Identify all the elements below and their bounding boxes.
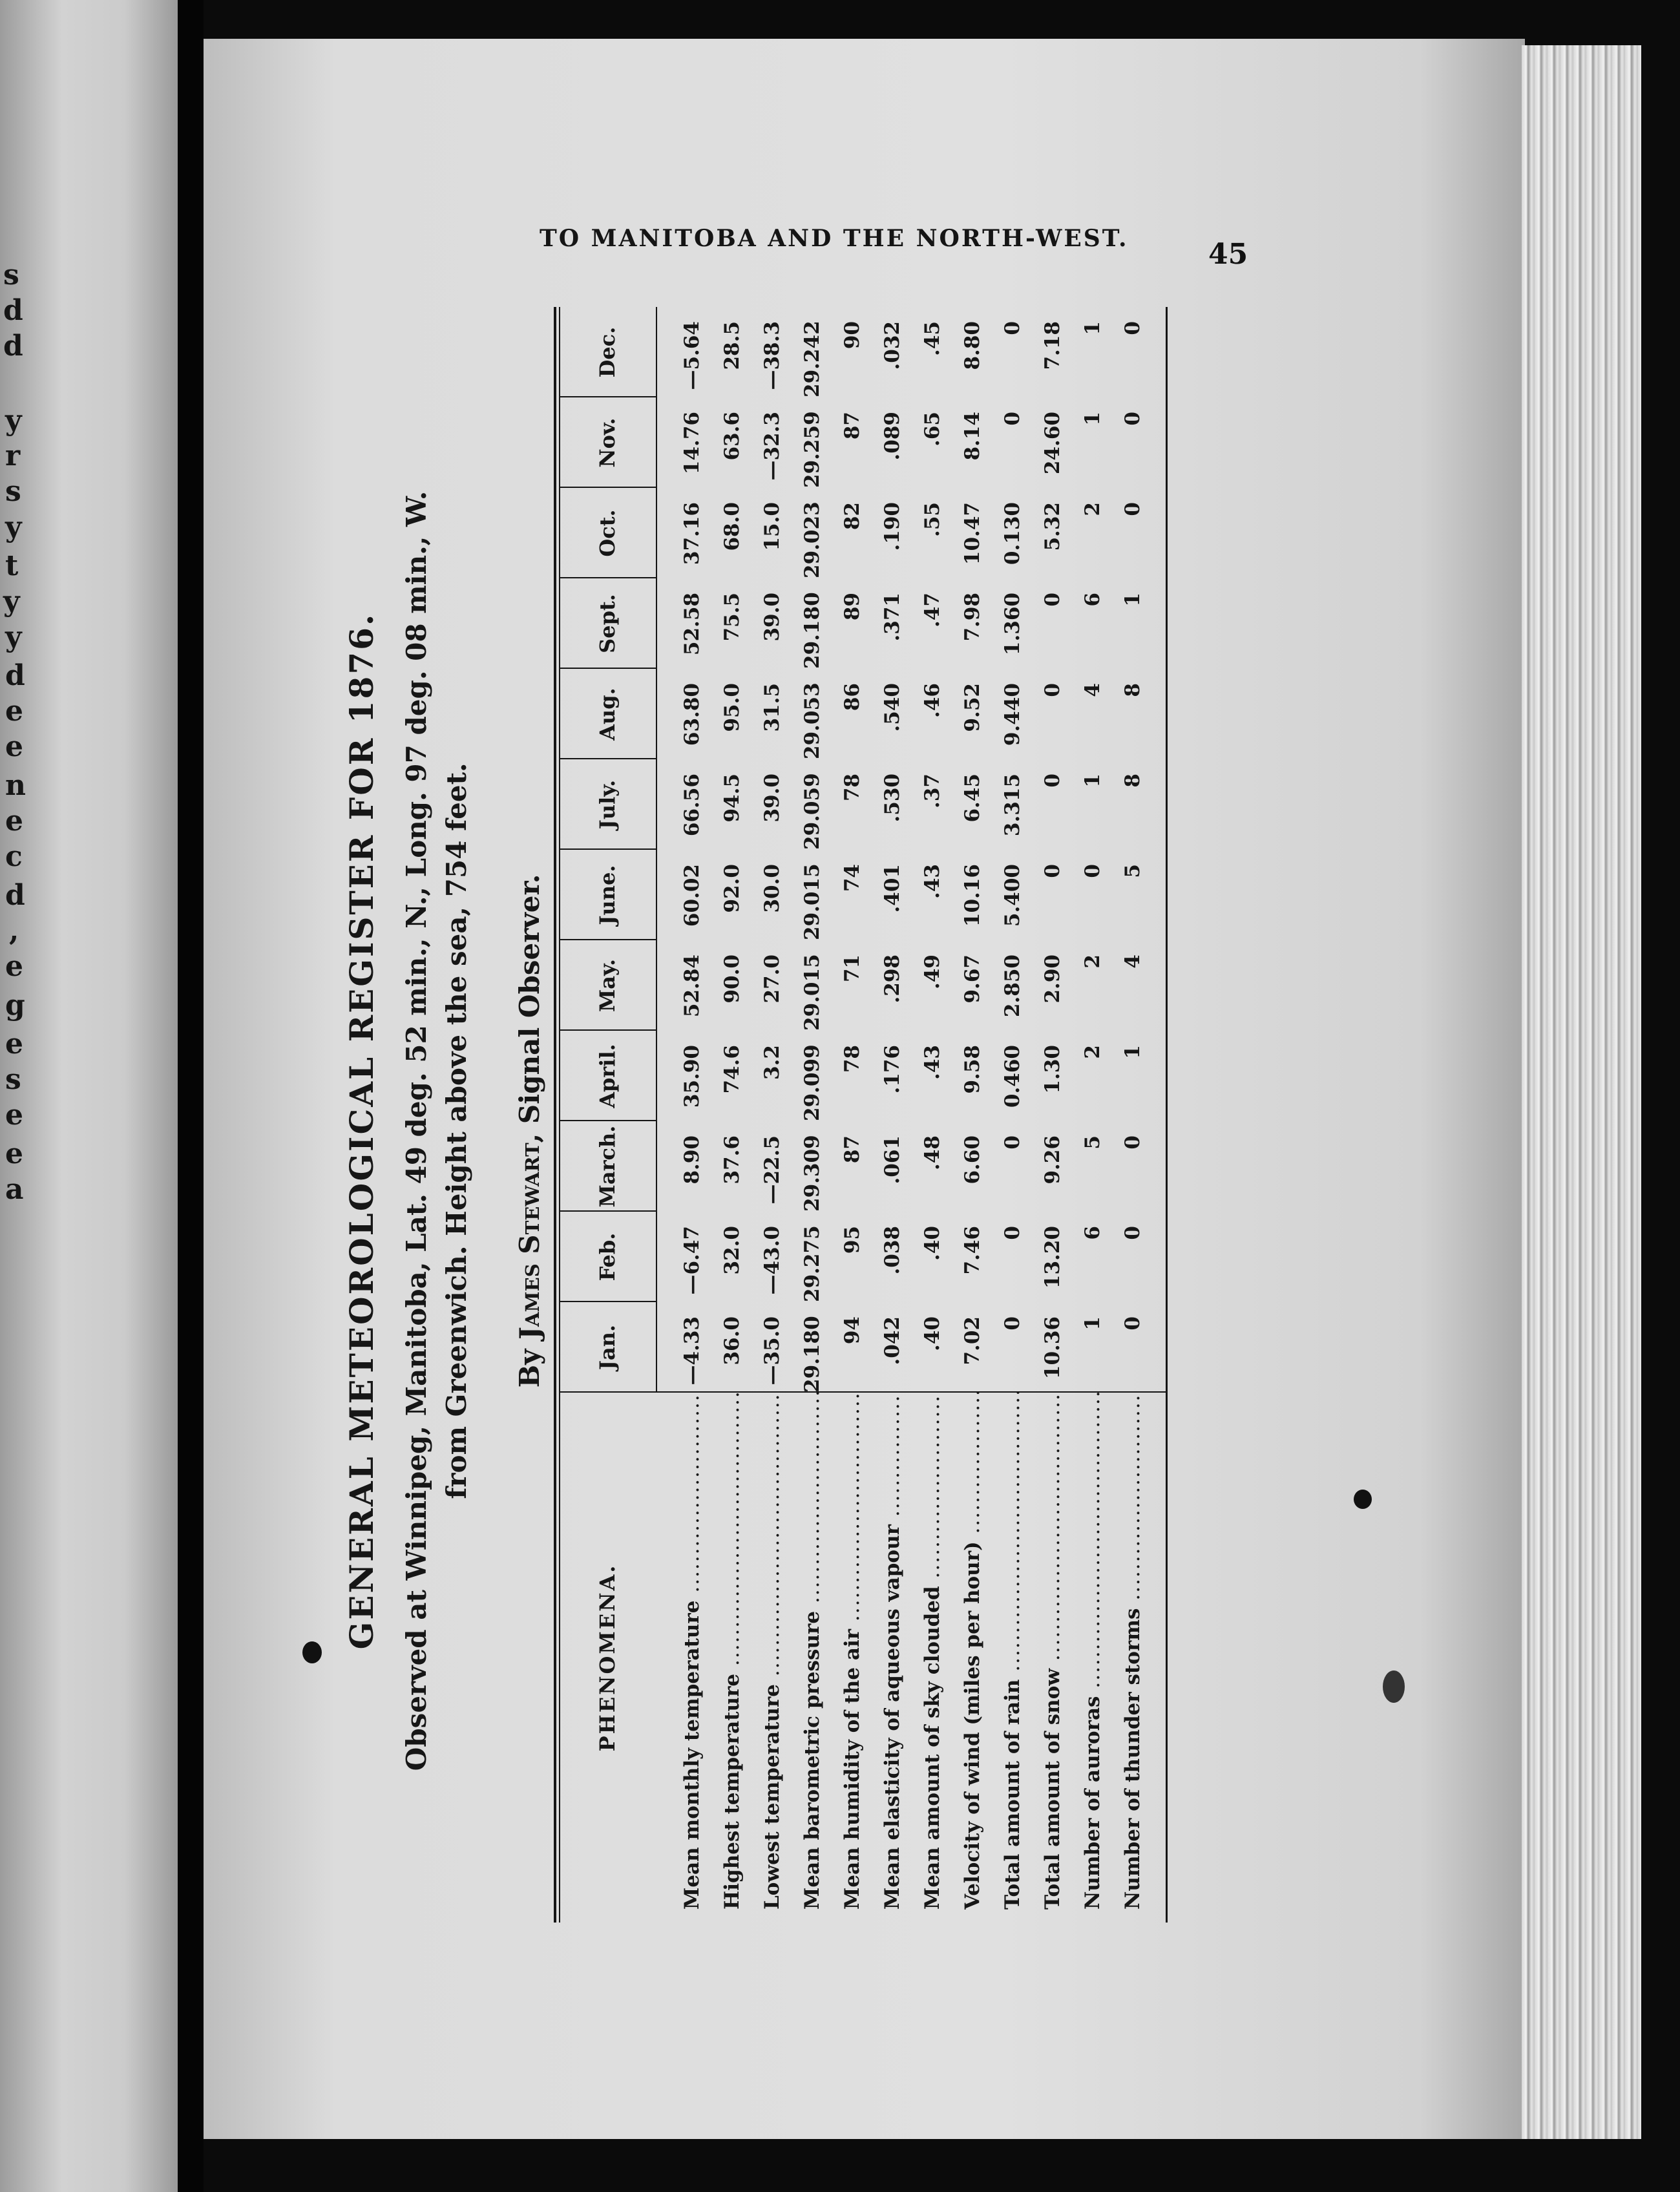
table-cell: 9.67 — [961, 954, 984, 1004]
table-cell: 2.850 — [1001, 954, 1024, 1018]
table-cell: 29.053 — [801, 682, 824, 759]
phenomenon-label: Mean barometric pressure ..... — [792, 1393, 832, 1910]
table-cell: 0 — [1041, 774, 1064, 788]
ink-spot — [1383, 1670, 1405, 1703]
table-cell: 29.023 — [801, 501, 824, 578]
left-page-fragment: s — [3, 258, 19, 291]
table-cell: —35.0 — [761, 1316, 784, 1386]
left-page-fragment: e — [5, 1099, 23, 1132]
phenomenon-label: Mean amount of sky clouded ..... — [912, 1393, 952, 1910]
page-stack-edges — [1522, 45, 1641, 2139]
table-cell: .298 — [881, 954, 904, 1004]
table-cell: 1 — [1081, 321, 1104, 335]
table-cell: 0 — [1081, 864, 1104, 878]
left-page-fragment: s — [5, 475, 21, 508]
table-cell: .530 — [881, 774, 904, 823]
table-cell: 29.275 — [801, 1225, 824, 1302]
table-cell: 5.400 — [1001, 864, 1024, 927]
table-cell: 29.242 — [801, 321, 824, 397]
table-cell: .55 — [921, 502, 944, 537]
rotated-register — [297, 323, 1241, 1939]
table-cell: 8.14 — [961, 412, 984, 461]
table-cell: 5.32 — [1041, 502, 1064, 551]
table-cell: 94.5 — [720, 774, 744, 823]
table-cell: 1.360 — [1001, 593, 1024, 656]
table-cell: 52.58 — [680, 593, 704, 656]
ink-spot — [1354, 1490, 1372, 1509]
meteorological-table — [559, 313, 1231, 1923]
table-cell: 32.0 — [720, 1226, 744, 1275]
table-cell: 0 — [1001, 412, 1024, 426]
table-cell: 82 — [841, 502, 864, 531]
month-header: Dec. — [595, 326, 620, 378]
left-page-fragment: d — [5, 659, 25, 692]
left-page-edge — [0, 0, 178, 2192]
table-cell: 36.0 — [720, 1316, 744, 1365]
month-header: May. — [595, 958, 620, 1013]
table-cell: 52.84 — [680, 954, 704, 1018]
table-cell: 30.0 — [761, 864, 784, 913]
table-cell: .47 — [921, 593, 944, 627]
left-page-fragment: d — [3, 330, 23, 363]
left-page-fragment: d — [3, 294, 23, 327]
table-cell: 7.98 — [961, 593, 984, 642]
table-cell: 35.90 — [680, 1045, 704, 1108]
table-cell: 3.2 — [761, 1045, 784, 1080]
table-cell: .37 — [921, 774, 944, 808]
table-cell: .176 — [881, 1045, 904, 1094]
table-cell: 1 — [1081, 1316, 1104, 1331]
table-cell: 0 — [1121, 412, 1144, 426]
table-cell: 63.6 — [720, 412, 744, 461]
table-cell: 87 — [841, 1135, 864, 1164]
table-cell: —43.0 — [761, 1226, 784, 1295]
table-cell: .43 — [921, 1045, 944, 1080]
register-title: GENERAL METEOROLOGICAL REGISTER FOR 1876. — [342, 612, 381, 1650]
table-cell: 4 — [1081, 683, 1104, 697]
month-header: April. — [595, 1044, 620, 1108]
table-cell: .49 — [921, 954, 944, 989]
table-cell: 9.26 — [1041, 1135, 1064, 1185]
table-cell: 0 — [1001, 321, 1024, 335]
left-page-fragment: g — [5, 989, 25, 1022]
table-cell: 66.56 — [680, 774, 704, 837]
table-cell: 0 — [1041, 864, 1064, 878]
observation-height: from Greenwich. Height above the sea, 754 feet. — [441, 763, 472, 1499]
table-cell: 0 — [1001, 1135, 1024, 1150]
table-cell: .40 — [921, 1316, 944, 1351]
table-cell: 1 — [1081, 774, 1104, 788]
table-cell: .042 — [881, 1316, 904, 1365]
table-cell: 0 — [1041, 593, 1064, 607]
left-page-fragment: t — [5, 549, 19, 582]
table-cell: —5.64 — [680, 321, 704, 390]
table-cell: 4 — [1121, 954, 1144, 969]
left-page-fragment: c — [5, 840, 23, 873]
phenomenon-label: Mean monthly temperature ..... — [672, 1393, 712, 1910]
table-cell: 6 — [1081, 1226, 1104, 1240]
table-cell: 78 — [841, 1045, 864, 1073]
observation-location: Observed at Winnipeg, Manitoba, Lat. 49 deg. 52 min., N., Long. 97 deg. 08 min., W. — [401, 490, 432, 1771]
table-cell: 2 — [1081, 1045, 1104, 1059]
left-page-fragment: e — [5, 805, 23, 838]
table-cell: —22.5 — [761, 1135, 784, 1205]
phenomenon-label: Velocity of wind (miles per hour) ..... — [952, 1393, 992, 1910]
table-cell: .46 — [921, 683, 944, 718]
book-gutter — [178, 0, 204, 2192]
table-cell: 37.16 — [680, 502, 704, 565]
table-cell: 71 — [841, 954, 864, 983]
table-cell: 37.6 — [720, 1135, 744, 1185]
left-page-fragment: r — [5, 439, 21, 472]
month-header: Jan. — [595, 1324, 620, 1371]
table-cell: 3.315 — [1001, 774, 1024, 837]
table-cell: 8 — [1121, 774, 1144, 788]
table-cell: .061 — [881, 1135, 904, 1185]
observer-role: Signal Observer. — [514, 874, 545, 1124]
month-header: Feb. — [595, 1232, 620, 1281]
table-cell: 28.5 — [720, 321, 744, 370]
table-cell: 31.5 — [761, 683, 784, 732]
table-cell: .038 — [881, 1226, 904, 1275]
table-cell: .43 — [921, 864, 944, 899]
table-cell: 24.60 — [1041, 412, 1064, 475]
table-cell: 14.76 — [680, 412, 704, 475]
month-header: Nov. — [595, 417, 620, 468]
table-cell: .089 — [881, 412, 904, 461]
table-cell: .65 — [921, 412, 944, 447]
left-page-fragment: , — [9, 914, 19, 947]
table-cell: .45 — [921, 321, 944, 356]
table-cell: 9.440 — [1001, 683, 1024, 746]
table-cell: 7.02 — [961, 1316, 984, 1365]
table-cell: 0 — [1001, 1226, 1024, 1240]
table-cell: 9.52 — [961, 683, 984, 732]
table-cell: 60.02 — [680, 864, 704, 927]
phenomenon-label: Total amount of rain ..... — [992, 1393, 1033, 1910]
month-header: June. — [595, 865, 620, 925]
page-number: 45 — [1208, 238, 1248, 271]
table-cell: 87 — [841, 412, 864, 440]
table-cell: 1 — [1121, 593, 1144, 607]
observer-name: James Stewart, — [514, 1133, 545, 1340]
table-cell: 29.015 — [801, 863, 824, 940]
table-cell: 7.46 — [961, 1226, 984, 1275]
table-cell: 10.36 — [1041, 1316, 1064, 1380]
table-cell: 6 — [1081, 593, 1104, 607]
table-cell: 29.059 — [801, 773, 824, 850]
table-cell: 0.130 — [1001, 502, 1024, 565]
table-cell: 86 — [841, 683, 864, 711]
table-cell: 2.90 — [1041, 954, 1064, 1004]
phenomenon-label: Mean elasticity of aqueous vapour ..... — [872, 1393, 912, 1910]
left-page-fragment: d — [5, 879, 25, 912]
left-page-fragment: y — [5, 404, 22, 437]
phenomena-header: PHENOMENA. — [595, 1563, 620, 1752]
table-cell: 89 — [841, 593, 864, 621]
table-cell: 0 — [1121, 321, 1144, 335]
table-cell: —38.3 — [761, 321, 784, 390]
table-cell: 7.18 — [1041, 321, 1064, 370]
month-header: March. — [595, 1125, 620, 1208]
running-head: TO MANITOBA AND THE NORTH-WEST. — [540, 225, 1129, 252]
table-rule — [1166, 307, 1168, 1923]
observer-byline — [514, 323, 545, 1939]
table-cell: 0 — [1121, 1226, 1144, 1240]
table-cell: 9.58 — [961, 1045, 984, 1094]
table-cell: 29.099 — [801, 1044, 824, 1121]
table-cell: 0 — [1121, 502, 1144, 516]
left-page-fragment: e — [5, 1028, 23, 1060]
phenomenon-label: Number of auroras ..... — [1073, 1393, 1113, 1910]
table-cell: 29.180 — [801, 592, 824, 669]
table-cell: 92.0 — [720, 864, 744, 913]
byline-prefix: By — [514, 1349, 545, 1388]
table-cell: .371 — [881, 593, 904, 642]
table-cell: 0 — [1121, 1316, 1144, 1331]
table-cell: 90.0 — [720, 954, 744, 1004]
table-cell: .540 — [881, 683, 904, 732]
table-cell: .401 — [881, 864, 904, 913]
phenomenon-label: Lowest temperature ..... — [752, 1393, 792, 1910]
table-cell: —6.47 — [680, 1226, 704, 1295]
table-cell: —32.3 — [761, 412, 784, 481]
table-cell: 95 — [841, 1226, 864, 1254]
table-cell: 29.180 — [801, 1316, 824, 1393]
table-cell: .190 — [881, 502, 904, 551]
table-cell: .48 — [921, 1135, 944, 1170]
table-cell: 95.0 — [720, 683, 744, 732]
table-cell: 6.60 — [961, 1135, 984, 1185]
table-cell: 39.0 — [761, 774, 784, 823]
table-cell: —4.33 — [680, 1316, 704, 1386]
table-cell: 39.0 — [761, 593, 784, 642]
table-cell: 75.5 — [720, 593, 744, 642]
table-cell: 0 — [1121, 1135, 1144, 1150]
left-page-fragment: e — [5, 950, 23, 983]
table-cell: 63.80 — [680, 683, 704, 746]
month-header: Sept. — [595, 594, 620, 653]
table-cell: 27.0 — [761, 954, 784, 1004]
table-rule — [656, 307, 657, 1393]
table-cell: 90 — [841, 321, 864, 350]
table-cell: 5 — [1121, 864, 1144, 878]
left-page-fragment: y — [5, 620, 22, 653]
table-cell: 5 — [1081, 1135, 1104, 1150]
left-page-fragment: e — [5, 695, 23, 728]
table-cell: .40 — [921, 1226, 944, 1261]
table-cell: 15.0 — [761, 502, 784, 551]
month-header: Oct. — [595, 509, 620, 557]
left-page-fragment: s — [5, 1063, 21, 1096]
table-cell: 0 — [1041, 683, 1064, 697]
table-cell: 6.45 — [961, 774, 984, 823]
left-page-fragment: e — [5, 730, 23, 763]
table-cell: 74 — [841, 864, 864, 892]
month-header: Aug. — [595, 688, 620, 741]
table-cell: 29.259 — [801, 411, 824, 488]
table-cell: .032 — [881, 321, 904, 370]
table-cell: 1 — [1081, 412, 1104, 426]
left-page-fragment: e — [5, 1137, 23, 1170]
left-page-fragment: a — [5, 1173, 24, 1206]
table-cell: 1 — [1121, 1045, 1144, 1059]
table-cell: 94 — [841, 1316, 864, 1345]
phenomenon-label: Highest temperature ..... — [712, 1393, 752, 1910]
table-cell: 8.90 — [680, 1135, 704, 1185]
table-cell: 29.309 — [801, 1135, 824, 1212]
left-page-fragment: n — [5, 769, 26, 802]
table-cell: 78 — [841, 774, 864, 802]
table-cell: 2 — [1081, 502, 1104, 516]
table-cell: 1.30 — [1041, 1045, 1064, 1094]
month-header: July. — [595, 779, 620, 830]
table-cell: 8.80 — [961, 321, 984, 370]
table-cell: 2 — [1081, 954, 1104, 969]
table-cell: 74.6 — [720, 1045, 744, 1094]
table-cell: 0.460 — [1001, 1045, 1024, 1108]
table-cell: 10.16 — [961, 864, 984, 927]
left-page-fragment: y — [3, 585, 20, 618]
table-rule — [554, 307, 556, 1923]
phenomenon-label: Total amount of snow ..... — [1033, 1393, 1073, 1910]
table-cell: 10.47 — [961, 502, 984, 565]
table-cell: 29.015 — [801, 954, 824, 1031]
table-cell: 8 — [1121, 683, 1144, 697]
table-cell: 0 — [1001, 1316, 1024, 1331]
left-page-fragment: y — [5, 511, 22, 543]
table-cell: 13.20 — [1041, 1226, 1064, 1289]
table-cell: 68.0 — [720, 502, 744, 551]
phenomenon-label: Number of thunder storms ..... — [1113, 1393, 1153, 1910]
phenomenon-label: Mean humidity of the air ..... — [832, 1393, 872, 1910]
